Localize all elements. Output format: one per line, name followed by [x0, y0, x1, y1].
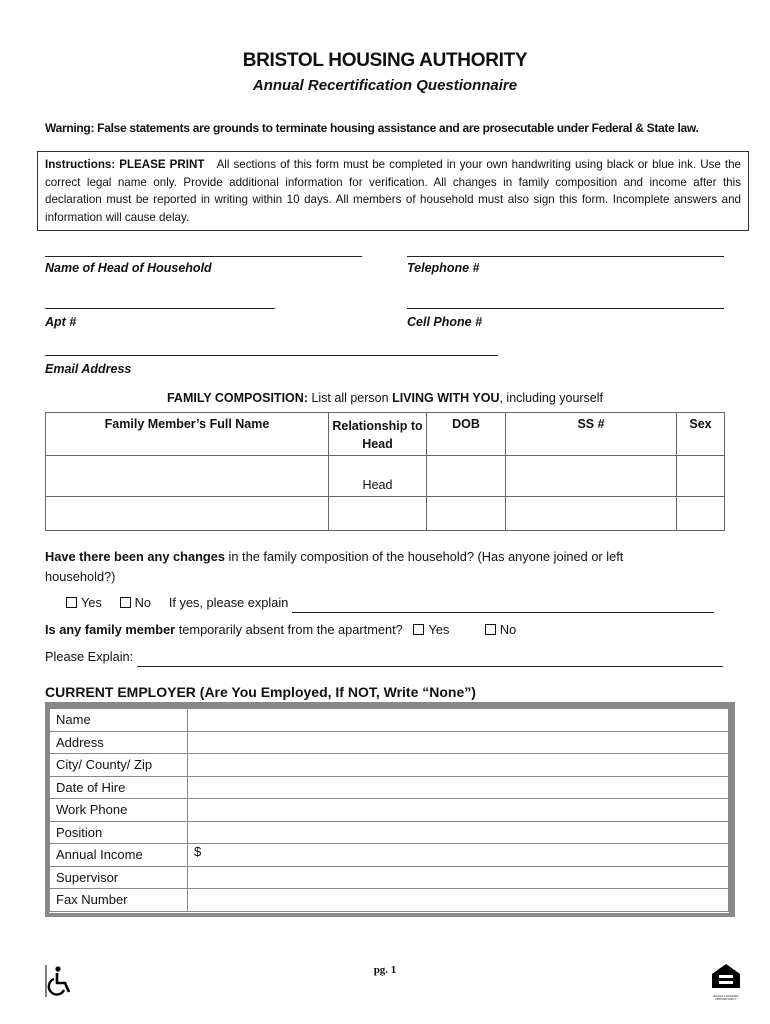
- col-ssn: SS #: [506, 413, 677, 456]
- employer-row-label: Work Phone: [50, 799, 188, 822]
- employer-row-value[interactable]: [188, 866, 729, 889]
- email-label: Email Address: [45, 362, 132, 376]
- employer-row-label: Annual Income: [50, 844, 188, 867]
- employer-row-label: Name: [50, 709, 188, 732]
- employer-row-label: Position: [50, 821, 188, 844]
- employer-row: [50, 889, 729, 912]
- absent-no-label: No: [499, 622, 517, 637]
- family-heading-living: LIVING WITH YOU: [392, 391, 500, 405]
- question-changes-bold: Have there been any changes: [45, 549, 225, 564]
- cell-relationship[interactable]: [329, 497, 427, 531]
- family-heading-bold: FAMILY COMPOSITION:: [166, 391, 308, 405]
- apt-line[interactable]: [45, 308, 275, 309]
- absent-yes-checkbox[interactable]: [413, 624, 424, 635]
- employer-row-value[interactable]: [188, 889, 729, 912]
- warning-text: Warning: False statements are grounds to terminate housing assistance and are prosecutable under Federal & State law.: [45, 121, 699, 135]
- email-line[interactable]: [45, 355, 498, 356]
- employer-table-frame: [45, 702, 735, 917]
- changes-yes-label: Yes: [81, 595, 102, 610]
- changes-no-label: No: [134, 595, 152, 610]
- employer-row-value[interactable]: [188, 799, 729, 822]
- employer-row: [50, 731, 729, 754]
- cell-name[interactable]: [46, 456, 329, 497]
- question-absent-bold: Is any family member: [45, 622, 176, 637]
- apt-label: Apt #: [45, 315, 77, 329]
- employer-heading: CURRENT EMPLOYER (Are You Employed, If NOT, Write “None”): [45, 684, 476, 700]
- equal-housing-opportunity-icon: [710, 962, 742, 1001]
- question-absent-text: temporarily absent from the apartment?: [178, 622, 403, 637]
- employer-table: [49, 708, 729, 912]
- cell-relationship-head: Head: [329, 456, 427, 497]
- telephone-line[interactable]: [407, 256, 724, 257]
- cell-phone-line[interactable]: [407, 308, 724, 309]
- cell-sex[interactable]: [677, 456, 725, 497]
- employer-row: [50, 754, 729, 777]
- instructions-label: Instructions: PLEASE PRINT: [45, 158, 205, 171]
- table-row: [46, 497, 725, 531]
- changes-no-checkbox[interactable]: [120, 597, 131, 608]
- family-table-header-row: [46, 413, 725, 456]
- employer-row-label: Date of Hire: [50, 776, 188, 799]
- equal-housing-caption: EQUAL HOUSING OPPORTUNITY: [713, 994, 739, 1001]
- employer-row-value[interactable]: [188, 754, 729, 777]
- changes-yes-checkbox[interactable]: [66, 597, 77, 608]
- employer-row-value[interactable]: [188, 731, 729, 754]
- cell-sex[interactable]: [677, 497, 725, 531]
- explain-if-yes-label: If yes, please explain: [168, 595, 289, 610]
- table-row: [46, 456, 725, 497]
- family-composition-heading: [0, 391, 770, 405]
- form-subtitle: Annual Recertification Questionnaire: [252, 77, 518, 94]
- col-dob: DOB: [427, 413, 506, 456]
- employer-row-value[interactable]: [188, 776, 729, 799]
- employer-row-label: Supervisor: [50, 866, 188, 889]
- family-heading-text2: , including yourself: [499, 391, 604, 405]
- page-number: pg. 1: [373, 964, 397, 976]
- head-name-label: Name of Head of Household: [45, 261, 212, 275]
- employer-row: [50, 709, 729, 732]
- cell-name[interactable]: [46, 497, 329, 531]
- telephone-label: Telephone #: [407, 261, 480, 275]
- instructions-text: All sections of this form must be completed in your own handwriting using black or blue ink. Use the correct legal name only. Provide additional information for verification. All changes in family composition and income after this declaration must be reported in writing within 10 days. All members of household must also sign this form. Incomplete answers and information will cause delay.: [45, 158, 741, 224]
- col-sex: Sex: [677, 413, 725, 456]
- please-explain-line[interactable]: [137, 652, 723, 667]
- cell-phone-label: Cell Phone #: [407, 315, 483, 329]
- employer-row: [50, 844, 729, 867]
- absent-yes-label: Yes: [428, 622, 450, 637]
- form-title: BRISTOL HOUSING AUTHORITY: [242, 50, 528, 71]
- question-changes: [45, 547, 695, 587]
- cell-dob[interactable]: [427, 497, 506, 531]
- changes-answer-row: [66, 593, 726, 613]
- employer-row-value[interactable]: [188, 844, 729, 867]
- cell-ssn[interactable]: [506, 497, 677, 531]
- explain-if-yes-line[interactable]: [292, 598, 714, 613]
- employer-row: [50, 799, 729, 822]
- employer-row: [50, 821, 729, 844]
- instructions-box: [37, 151, 749, 231]
- cell-ssn[interactable]: [506, 456, 677, 497]
- head-name-line[interactable]: [45, 256, 362, 257]
- employer-row-value[interactable]: [188, 821, 729, 844]
- cell-dob[interactable]: [427, 456, 506, 497]
- income-dollar-sign: $: [194, 844, 202, 859]
- employer-row-label: City/ County/ Zip: [50, 754, 188, 777]
- family-heading-text: List all person: [311, 391, 389, 405]
- col-relationship: Relationship to Head: [329, 413, 427, 456]
- employer-row-label: Address: [50, 731, 188, 754]
- employer-row: [50, 776, 729, 799]
- employer-row-value[interactable]: [188, 709, 729, 732]
- employer-row: [50, 866, 729, 889]
- family-composition-table: [45, 412, 725, 531]
- question-changes-text: in the family composition of the household? (Has anyone joined or left household?): [45, 549, 624, 584]
- please-explain-row: [45, 647, 735, 667]
- absent-no-checkbox[interactable]: [485, 624, 496, 635]
- question-absent: [45, 620, 735, 640]
- employer-row-label: Fax Number: [50, 889, 188, 912]
- please-explain-label: Please Explain:: [45, 649, 134, 664]
- col-full-name: Family Member’s Full Name: [46, 413, 329, 456]
